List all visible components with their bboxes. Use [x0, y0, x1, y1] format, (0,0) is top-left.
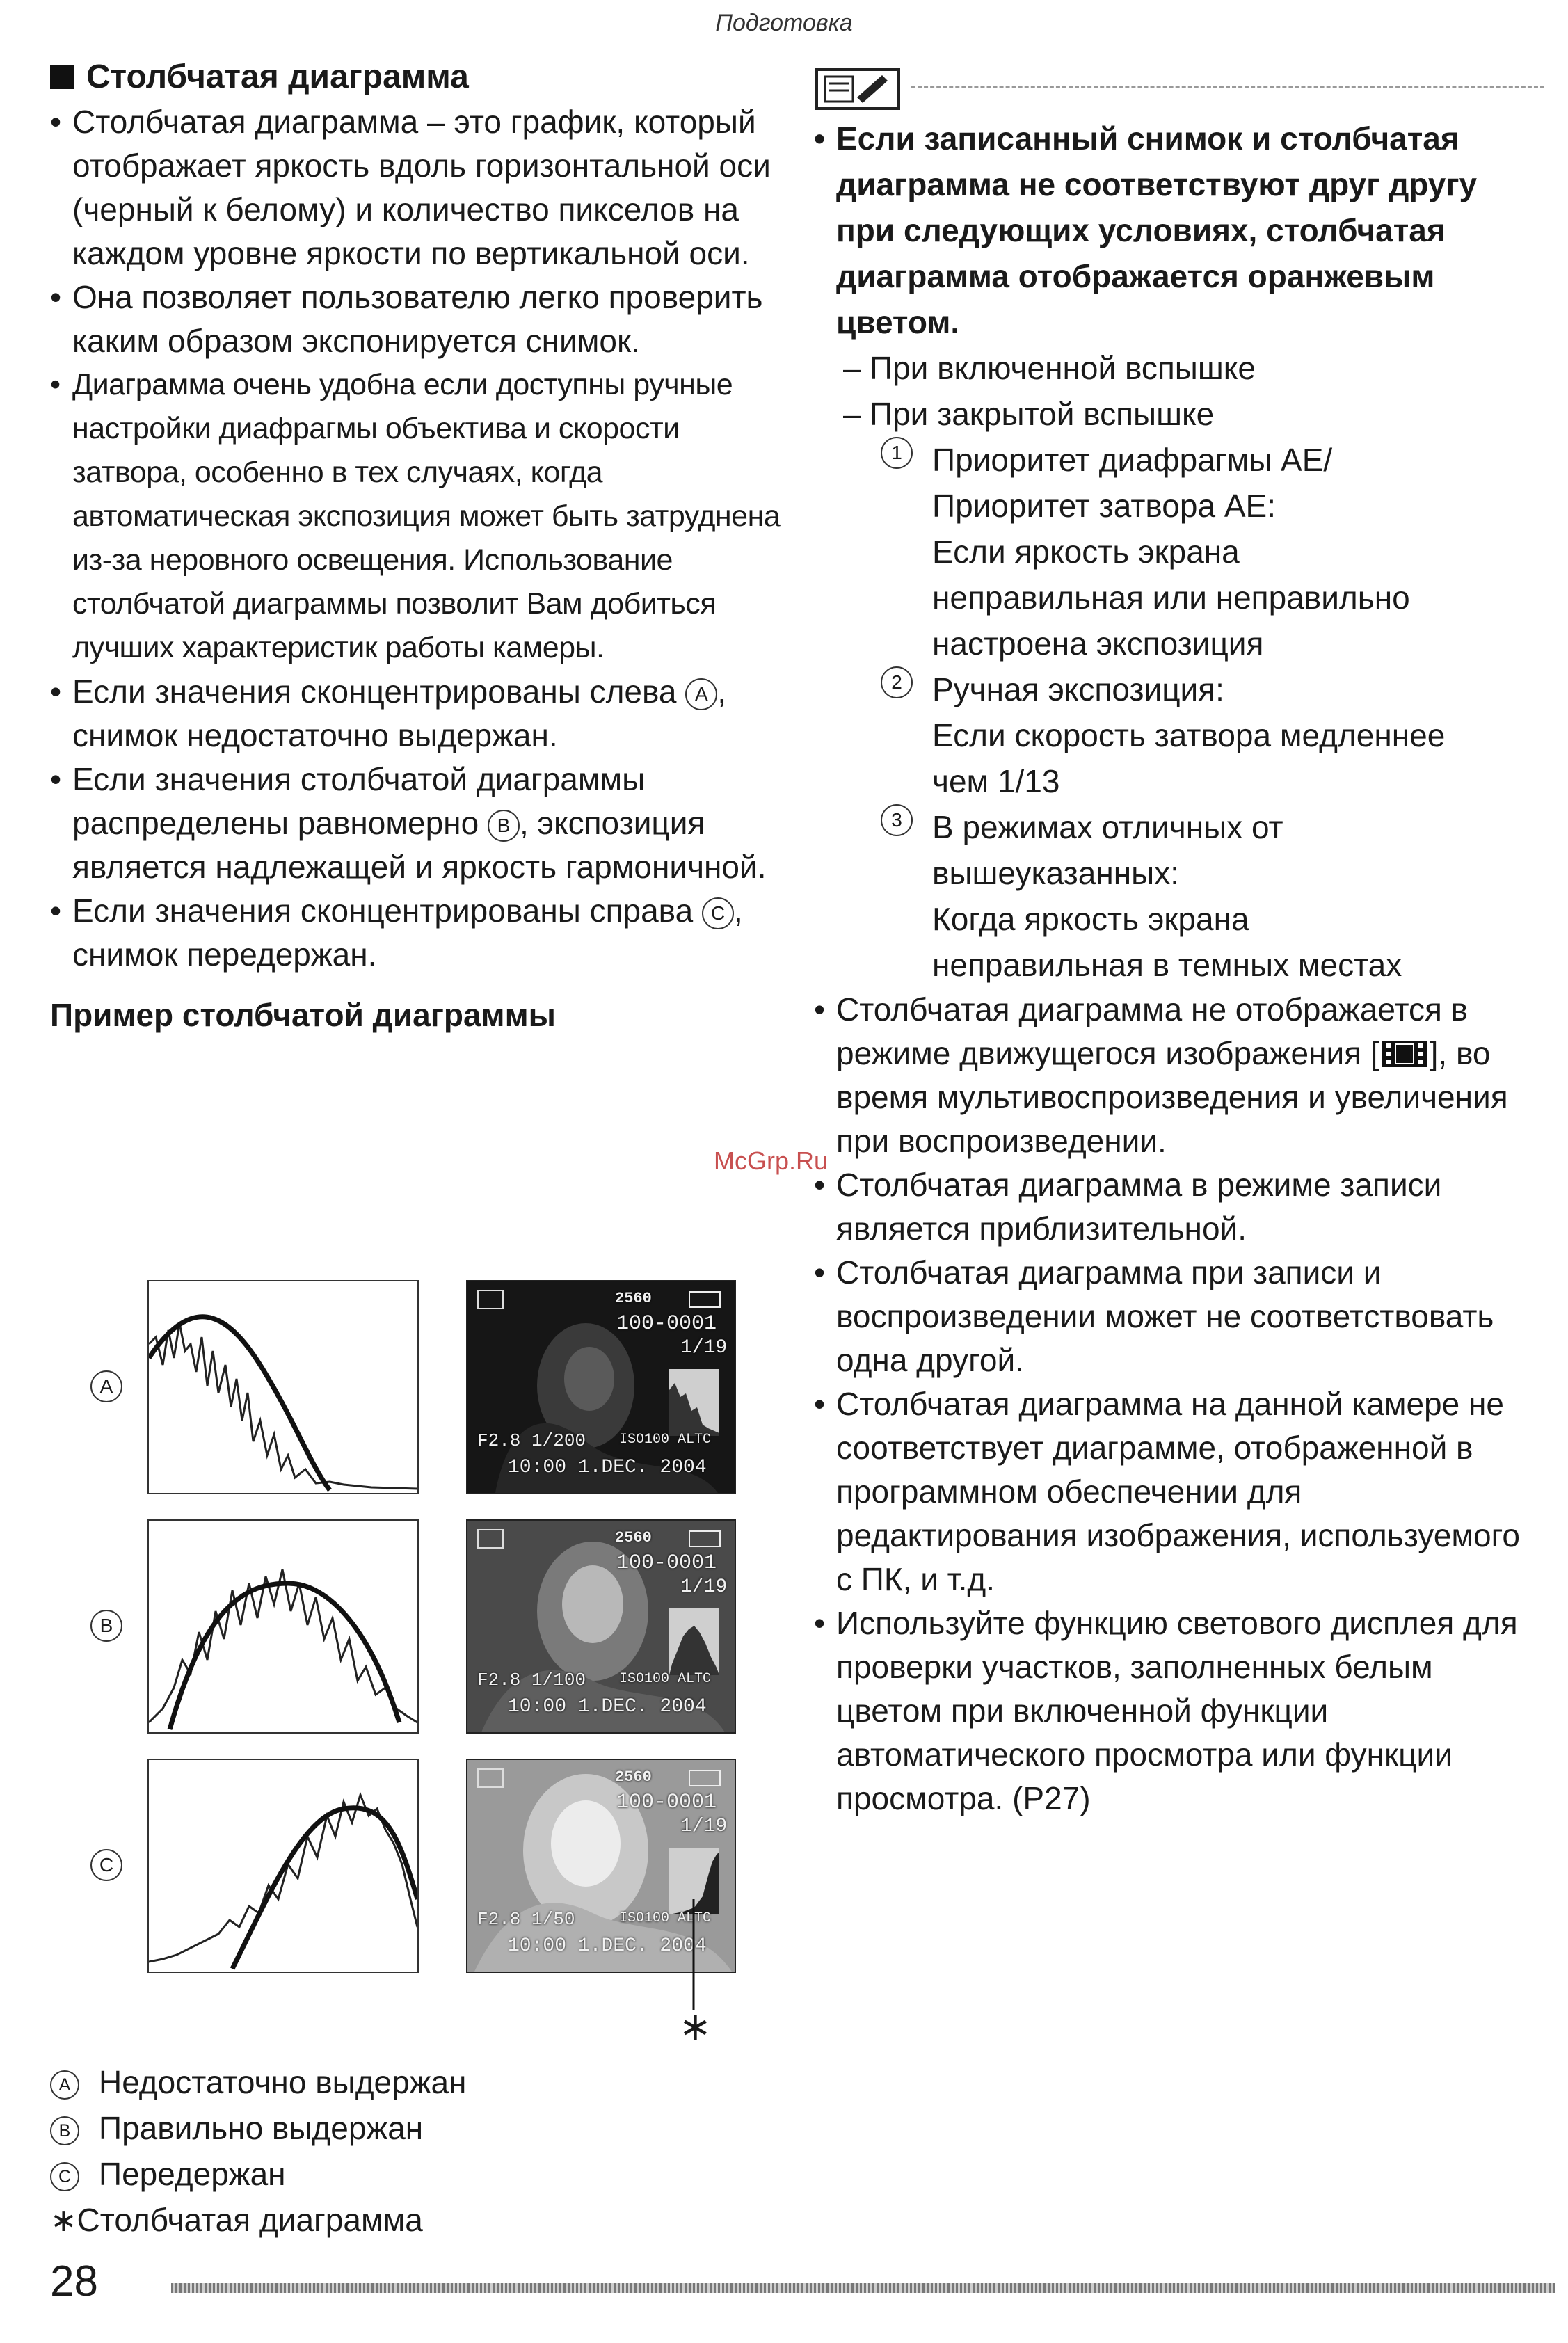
mini-histogram-icon [669, 1608, 719, 1675]
legend-c: C Передержан [50, 2151, 466, 2197]
bullet-approximate: • Столбчатая диаграмма в режиме записи является приблизительной. [814, 1163, 1544, 1251]
circle-mark-b: B [488, 810, 520, 842]
condition-item-3: 3 В режимах отличных от вышеуказанных: Когда яркость экрана неправильная в темных местах [814, 804, 1544, 988]
section-heading: Столбчатая диаграмма [50, 54, 787, 100]
left-column [50, 54, 787, 1038]
condition-item-2: 2 Ручная экспозиция: Если скорость затвора медленнее чем 1/13 [814, 666, 1544, 804]
square-bullet-icon [50, 65, 74, 89]
bullet-movie-mode: • Столбчатая диаграмма не отображается в режиме движущегося изображения [ ], во время мультивоспроизведения и увеличения при воспроизведении. [814, 988, 1544, 1163]
page-number: 28 [50, 2257, 98, 2305]
circle-mark-c: C [702, 897, 734, 929]
mini-histogram-icon [669, 1369, 719, 1436]
star-mark: ∗ [679, 2004, 712, 2048]
bullet-definition: • Столбчатая диаграмма – это график, который отображает яркость вдоль горизонтальной оси (черный к белому) и количество пикселов на каждом уровне яркости по вертикальной оси. [50, 100, 787, 275]
circle-mark-a: A [685, 678, 717, 710]
histogram-example-figure [67, 1280, 749, 2048]
note-icon [814, 67, 904, 111]
dash-flash-closed: – При закрытой вспышке [814, 391, 1544, 437]
legend-b: B Правильно выдержан [50, 2105, 466, 2151]
bullet-mismatch: • Столбчатая диаграмма при записи и воспроизведении может не соответствовать одна другой. [814, 1251, 1544, 1382]
row-label-b: B [90, 1610, 122, 1642]
bullet-even-correct: • Если значения столбчатой диаграммы распределены равномерно B , экспозиция является надлежащей и яркость гармоничной. [50, 758, 787, 889]
bullet-check: • Она позволяет пользователю легко проверить каким образом экспонируется снимок. [50, 275, 787, 363]
camera-screen-correct: 2560 100-0001 1/19 F2.8 1/100 ISO100 ALTC 10:00 1.DEC. 2004 [466, 1519, 736, 1734]
row-label-a: A [90, 1370, 122, 1402]
histogram-overexposed [147, 1759, 419, 1973]
histogram-pointer-line [690, 1899, 697, 2010]
condition-item-1: 1 Приоритет диафрагмы AE/ Приоритет затвора AE: Если яркость экрана неправильная или неправильно настроена экспозиция [814, 437, 1544, 666]
example-heading: Пример столбчатой диаграммы [50, 997, 556, 1033]
bullet-orange-histogram: • Если записанный снимок и столбчатая диаграмма не соответствуют друг другу при следующих условиях, столбчатая диаграмма отображается оранжевым цветом. [814, 115, 1544, 345]
watermark: McGrp.Ru [714, 1146, 829, 1175]
histogram-correct [147, 1519, 419, 1734]
legend-a: A Недостаточно выдержан [50, 2059, 466, 2105]
page-header: Подготовка [715, 10, 853, 36]
bullet-left-underexposed: • Если значения сконцентрированы слева A , снимок недостаточно выдержан. [50, 670, 787, 758]
camera-screen-overexposed: 2560 100-0001 1/19 F2.8 1/50 ISO100 ALTC 10:00 1.DEC. 2004 [466, 1759, 736, 1973]
dash-flash-on: – При включенной вспышке [814, 345, 1544, 391]
bullet-highlight-display: • Используйте функцию светового дисплея для проверки участков, заполненных белым цветом при включенной функции автоматического просмотра или функции просмотра. (P27) [814, 1601, 1544, 1821]
note-divider [911, 86, 1544, 88]
right-column [814, 115, 1544, 1821]
legend-star: ∗Столбчатая диаграмма [50, 2202, 423, 2238]
footer-rule [171, 2283, 1555, 2293]
histogram-underexposed [147, 1280, 419, 1494]
battery-icon [689, 1530, 721, 1547]
record-mode-icon [477, 1529, 504, 1549]
row-label-c: C [90, 1849, 122, 1881]
record-mode-icon [477, 1290, 504, 1309]
battery-icon [689, 1770, 721, 1786]
camera-screen-underexposed: 2560 100-0001 1/19 F2.8 1/200 ISO100 ALTC 10:00 1.DEC. 2004 [466, 1280, 736, 1494]
record-mode-icon [477, 1768, 504, 1788]
bullet-manual: • Диаграмма очень удобна если доступны ручные настройки диафрагмы объектива и скорости затвора, особенно в тех случаях, когда автоматическая экспозиция может быть затруднена из-за неровного освещения. Использование столбчатой диаграммы позволит Вам добиться лучших характеристик работы камеры. [50, 363, 787, 670]
bullet-right-overexposed: • Если значения сконцентрированы справа C , снимок передержан. [50, 889, 787, 977]
motion-picture-icon [1379, 1039, 1430, 1069]
figure-legend [50, 2059, 466, 2243]
bullet-pc-software: • Столбчатая диаграмма на данной камере не соответствует диаграмме, отображенной в программном обеспечении для редактирования изображения, используемого с ПК, и т.д. [814, 1382, 1544, 1601]
battery-icon [689, 1291, 721, 1308]
